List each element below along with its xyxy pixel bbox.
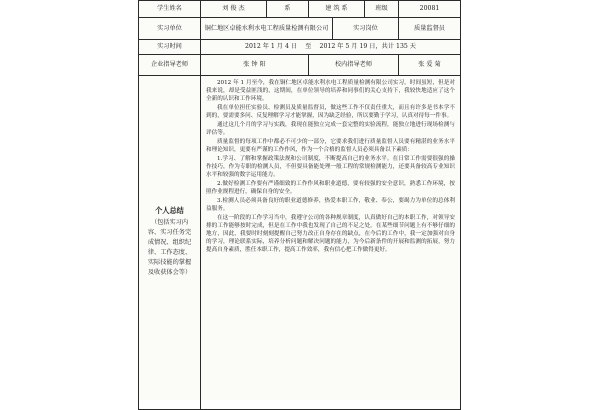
post-value: 质量监督员 (399, 18, 461, 40)
dept-label: 系 (267, 1, 309, 18)
summary-title: 个人总结 (155, 206, 184, 216)
class-value: 20081 (399, 1, 461, 18)
school-mentor-label: 校内指导老师 (309, 55, 399, 76)
company-mentor-label: 企业指导老师 (139, 55, 201, 76)
period-label: 实习时间 (139, 40, 201, 55)
school-mentor-value: 张 爱 菊 (399, 55, 461, 76)
company-mentor-value: 张 钟 阳 (201, 55, 309, 76)
unit-row (139, 18, 461, 40)
summary-note: （包括实习内容、实习任务完成情况、组织纪律、工作态度、实际技能的掌握及收获体会等） (147, 219, 192, 276)
unit-value: 铜仁地区卓能水利水电工程质量检测有限公司 (201, 18, 333, 40)
post-label: 实习岗位 (333, 18, 399, 40)
dept-value: 建 筑 系 (309, 1, 365, 18)
student-name-label: 学生姓名 (139, 1, 201, 18)
summary-content (201, 76, 461, 410)
header-row (139, 1, 461, 18)
internship-form-table (138, 0, 461, 410)
period-value: 2012 年 1 月 4 日 至 2012 年 5 月 19 日，共计 135 天 (201, 40, 461, 55)
summary-row (139, 76, 461, 410)
summary-paragraph: 在这一阶段的工作学习当中，我遵守公司的各种规章制度，认真做好自己的本职工作，对领导安排的工作能够按时完成，但是在工作中我也发现了自己的不足之处，在某些细节问题上有不够仔细的地方，因此，我要时时刻刻提醒自己努力改正自身存在的缺点，在今后的工作中，我一定加强对自身的学习，理论联系实际，培养分析问题和解决问题的能力，为今后新条件的开展和监测的拓展，努力提高自身素质，胜任本职工作，提高工作效率，我有信心把工作做得更好。 (206, 215, 455, 254)
student-name-value: 刘 俊 杰 (201, 1, 267, 18)
summary-label-cell (139, 76, 201, 410)
period-row (139, 40, 461, 55)
unit-label: 实习单位 (139, 18, 201, 40)
summary-paragraph: 1.学习、了解和掌握政策法规和公司制度，不断提高自己的业务水平。在日常工作需要很强的操作技巧，作为专职的检测人员，不但要具备能处理一般工程的常规检测能力，还要具备较高专业知识水平和较强的数字运用能力。 (206, 156, 455, 179)
summary-paragraph: 2012 年 1 月至今，我在铜仁地区卓能水利水电工程质量检测有限公司实习，时间虽短，但是对我来说，却是受益匪浅的，这期间，在单位领导的培养和同事们的关心支持下，我较快地适应了这个全新的认识和工作环境。 (206, 80, 455, 102)
summary-paragraph: 我在单位担任实验员、检测员及质量监督员，做这些工作不仅责任重大，而且有许多是书本学不到的，要需要多问、反复理解学习才能掌握，因为缺乏经验，所以要勤于学习，认真对待每一件事。 (206, 105, 455, 119)
summary-paragraph: 2.做好检测工作要有严谨细致的工作作风和职业道德，要有较强的安全意识，熟悉工作环境，按照作业规程进行，确保自身的安全。 (206, 181, 455, 196)
class-label: 班级 (365, 1, 399, 18)
mentors-row (139, 55, 461, 76)
summary-paragraph: 3.检测人员必须具备良好的职业道德修养，热爱本职工作，敬业、奉公，要竭力为单位的总体利益服务。 (206, 198, 455, 213)
summary-paragraph: 质量监督的每项工作中都必不可少的一部分，它要求我们进行质量监督人员要有精湛的业务水平和理论知识，更要有严谨的工作作风，作为一个合格的监督人员必须具备以下素质： (206, 139, 455, 154)
summary-paragraph: 通过这几个月的学习与实践，我现在能独立完成一套完整的实验流程，能独立地进行现场检测与评估等。 (206, 122, 455, 136)
